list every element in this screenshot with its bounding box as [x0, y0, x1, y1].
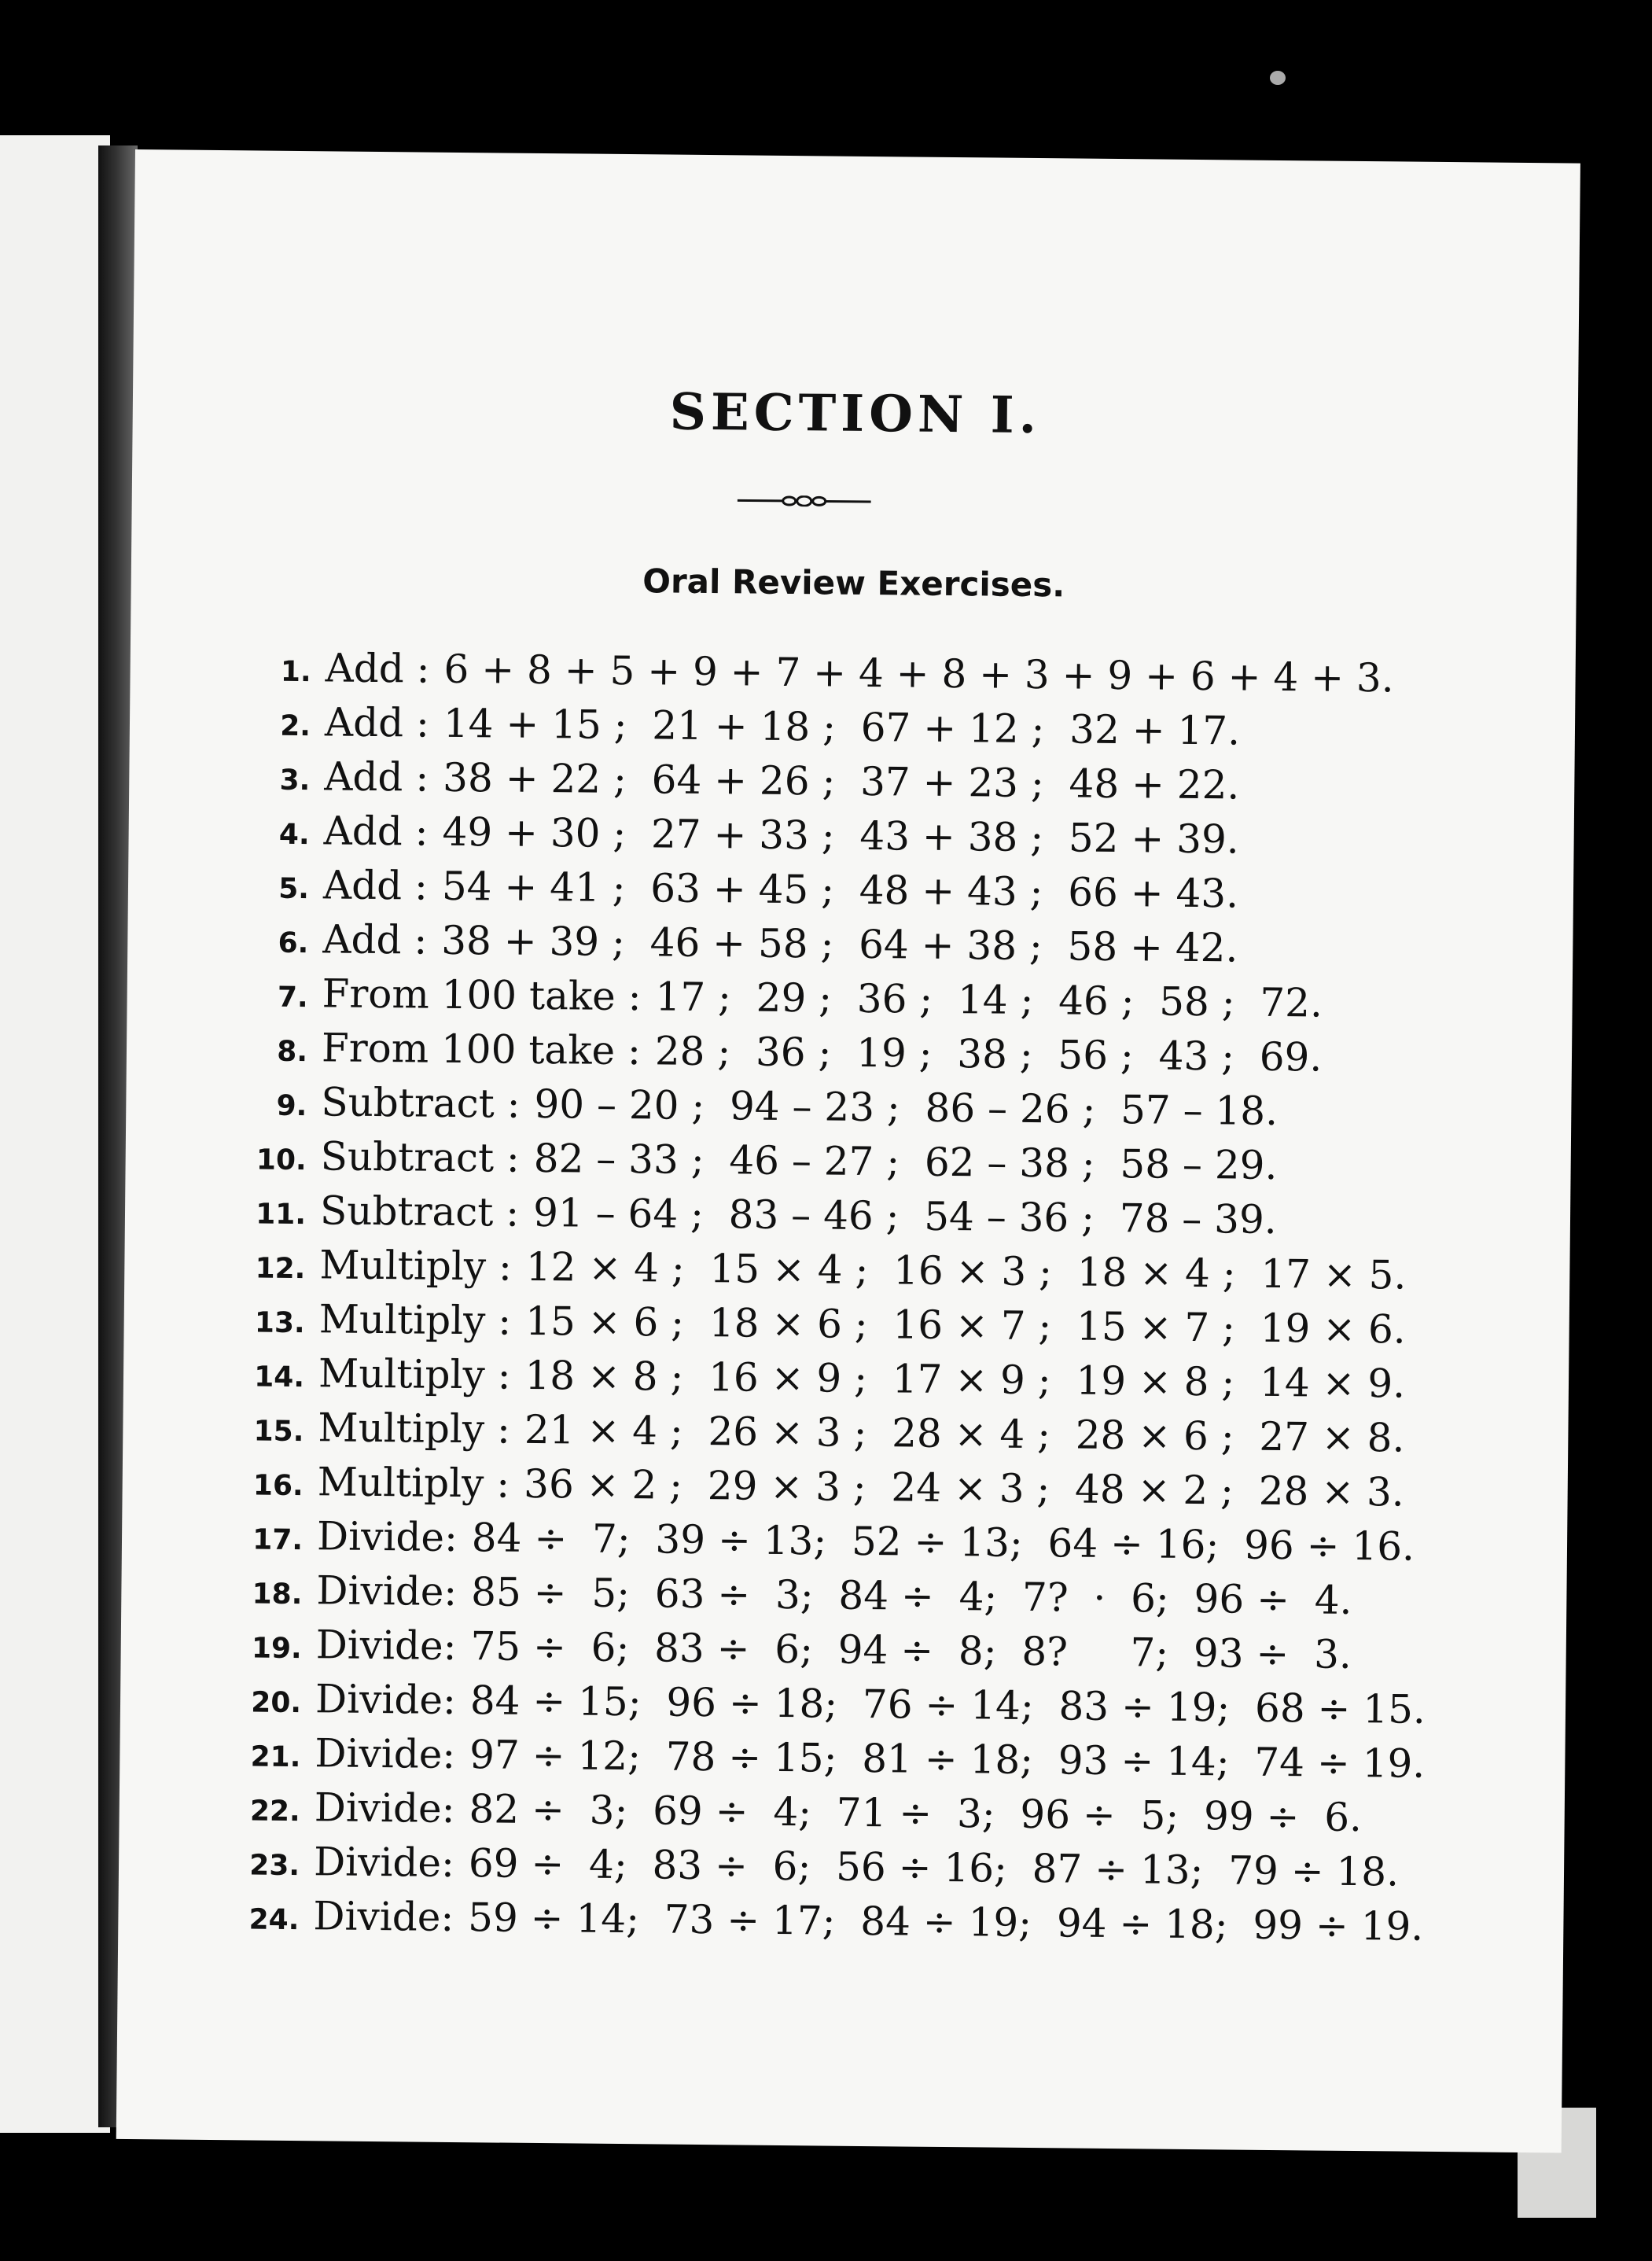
- exercise-instruction: From 100 take :: [322, 970, 642, 1020]
- exercise-instruction: Add :: [322, 862, 429, 909]
- ornament-divider: [738, 495, 871, 507]
- exercise-number: 8.: [277, 1035, 308, 1069]
- exercise-number: 12.: [255, 1252, 306, 1286]
- exercise-instruction: From 100 take :: [321, 1025, 642, 1074]
- exercise-instruction: Multiply :: [317, 1459, 510, 1507]
- exercise-problems: 91 – 64 ; 83 – 46 ; 54 – 36 ; 78 – 39.: [532, 1189, 1277, 1243]
- exercise-instruction: Divide:: [315, 1622, 457, 1670]
- exercise-number: 11.: [256, 1198, 307, 1232]
- exercise-number: 6.: [278, 926, 309, 960]
- exercise-number: 3.: [279, 764, 311, 797]
- exercise-instruction: Divide:: [316, 1513, 458, 1561]
- exercise-instruction: Add :: [324, 753, 429, 801]
- exercise-instruction: Add :: [323, 808, 429, 855]
- exercise-instruction: Subtract :: [321, 1079, 521, 1127]
- exercise-problems: 36 × 2 ; 29 × 3 ; 24 × 3 ; 48 × 2 ; 28 × 3.: [523, 1460, 1405, 1515]
- exercise-problems: 54 + 41 ; 63 + 45 ; 48 + 43 ; 66 + 43.: [441, 863, 1239, 917]
- exercise-number: 10.: [256, 1143, 307, 1177]
- exercise-problems: 82 – 33 ; 46 – 27 ; 62 – 38 ; 58 – 29.: [533, 1135, 1278, 1188]
- exercise-problems: 59 ÷ 14; 73 ÷ 17; 84 ÷ 19; 94 ÷ 18; 99 ÷ 19.: [467, 1895, 1424, 1950]
- exercise-problems: 17 ; 29 ; 36 ; 14 ; 46 ; 58 ; 72.: [655, 974, 1323, 1026]
- exercise-instruction: Subtract :: [320, 1133, 521, 1181]
- exercise-number: 21.: [250, 1740, 301, 1774]
- exercise-instruction: Divide:: [314, 1784, 455, 1832]
- exercise-list: [236, 644, 1507, 1958]
- exercise-instruction: Add :: [325, 645, 430, 692]
- exercise-instruction: Multiply :: [318, 1350, 511, 1398]
- exercises-subtitle: Oral Review Exercises.: [642, 562, 1065, 605]
- exercise-problems: 82 ÷ 3; 69 ÷ 4; 71 ÷ 3; 96 ÷ 5; 99 ÷ 6.: [469, 1786, 1363, 1841]
- exercise-instruction: Multiply :: [318, 1296, 512, 1344]
- exercise-number: 15.: [253, 1415, 304, 1449]
- exercise-problems: 14 + 15 ; 21 + 18 ; 67 + 12 ; 32 + 17.: [443, 700, 1241, 754]
- exercise-row: [236, 1892, 1495, 1958]
- exercise-number: 1.: [280, 655, 311, 689]
- exercise-instruction: Subtract :: [319, 1188, 520, 1235]
- exercise-number: 22.: [249, 1795, 300, 1828]
- exercise-number: 4.: [278, 818, 310, 852]
- exercise-instruction: Divide:: [313, 1893, 454, 1940]
- exercise-number: 24.: [248, 1903, 300, 1937]
- exercise-problems: 85 ÷ 5; 63 ÷ 3; 84 ÷ 4; 7? · 6; 96 ÷ 4.: [470, 1569, 1352, 1623]
- exercise-problems: 97 ÷ 12; 78 ÷ 15; 81 ÷ 18; 93 ÷ 14; 74 ÷ 19.: [469, 1732, 1426, 1787]
- exercise-problems: 18 × 8 ; 16 × 9 ; 17 × 9 ; 19 × 8 ; 14 × 9.: [524, 1352, 1406, 1407]
- exercise-number: 16.: [252, 1469, 304, 1503]
- exercise-problems: 12 × 4 ; 15 × 4 ; 16 × 3 ; 18 × 4 ; 17 × 5.: [525, 1243, 1407, 1298]
- exercise-problems: 69 ÷ 4; 83 ÷ 6; 56 ÷ 16; 87 ÷ 13; 79 ÷ 18.: [468, 1840, 1400, 1895]
- exercise-instruction: Add :: [324, 699, 430, 746]
- previous-page-strip: [0, 135, 110, 2133]
- exercise-number: 18.: [252, 1578, 303, 1611]
- exercise-problems: 84 ÷ 7; 39 ÷ 13; 52 ÷ 13; 64 ÷ 16; 96 ÷ 16.: [471, 1515, 1415, 1570]
- exercise-number: 14.: [254, 1361, 305, 1394]
- exercise-instruction: Divide:: [313, 1839, 455, 1886]
- exercise-problems: 75 ÷ 6; 83 ÷ 6; 94 ÷ 8; 8? 7; 93 ÷ 3.: [470, 1623, 1352, 1677]
- exercise-instruction: Divide:: [315, 1730, 456, 1778]
- exercise-number: 5.: [278, 872, 310, 906]
- exercise-instruction: Add :: [322, 916, 428, 963]
- exercise-problems: 38 + 39 ; 46 + 58 ; 64 + 38 ; 58 + 42.: [440, 917, 1238, 971]
- exercise-number: 17.: [252, 1523, 304, 1557]
- exercise-problems: 28 ; 36 ; 19 ; 38 ; 56 ; 43 ; 69.: [654, 1028, 1323, 1081]
- scan-speck: [1270, 71, 1286, 85]
- exercise-problems: 49 + 30 ; 27 + 33 ; 43 + 38 ; 52 + 39.: [442, 808, 1239, 863]
- exercise-number: 7.: [277, 981, 308, 1015]
- exercise-instruction: Multiply :: [319, 1242, 513, 1290]
- exercise-number: 13.: [254, 1306, 305, 1340]
- exercise-problems: 90 – 20 ; 94 – 23 ; 86 – 26 ; 57 – 18.: [534, 1081, 1279, 1135]
- exercise-number: 19.: [251, 1632, 302, 1666]
- exercise-problems: 84 ÷ 15; 96 ÷ 18; 76 ÷ 14; 83 ÷ 19; 68 ÷ 15.: [469, 1677, 1426, 1733]
- exercise-problems: 21 × 4 ; 26 × 3 ; 28 × 4 ; 28 × 6 ; 27 × 8.: [524, 1406, 1405, 1461]
- exercise-instruction: Divide:: [316, 1567, 458, 1615]
- exercise-number: 23.: [249, 1849, 300, 1883]
- exercise-problems: 38 + 22 ; 64 + 26 ; 37 + 23 ; 48 + 22.: [442, 754, 1240, 808]
- exercise-number: 20.: [251, 1686, 302, 1720]
- exercise-problems: 6 + 8 + 5 + 9 + 7 + 4 + 8 + 3 + 9 + 6 + 4 + 3.: [443, 646, 1394, 701]
- exercise-instruction: Multiply :: [318, 1405, 511, 1453]
- exercise-number: 2.: [280, 709, 311, 743]
- exercise-number: 9.: [276, 1089, 307, 1123]
- exercise-instruction: Divide:: [315, 1676, 457, 1724]
- book-page: [116, 149, 1580, 2153]
- exercise-problems: 15 × 6 ; 18 × 6 ; 16 × 7 ; 15 × 7 ; 19 × 6.: [524, 1298, 1407, 1353]
- section-title: SECTION I.: [669, 382, 1042, 446]
